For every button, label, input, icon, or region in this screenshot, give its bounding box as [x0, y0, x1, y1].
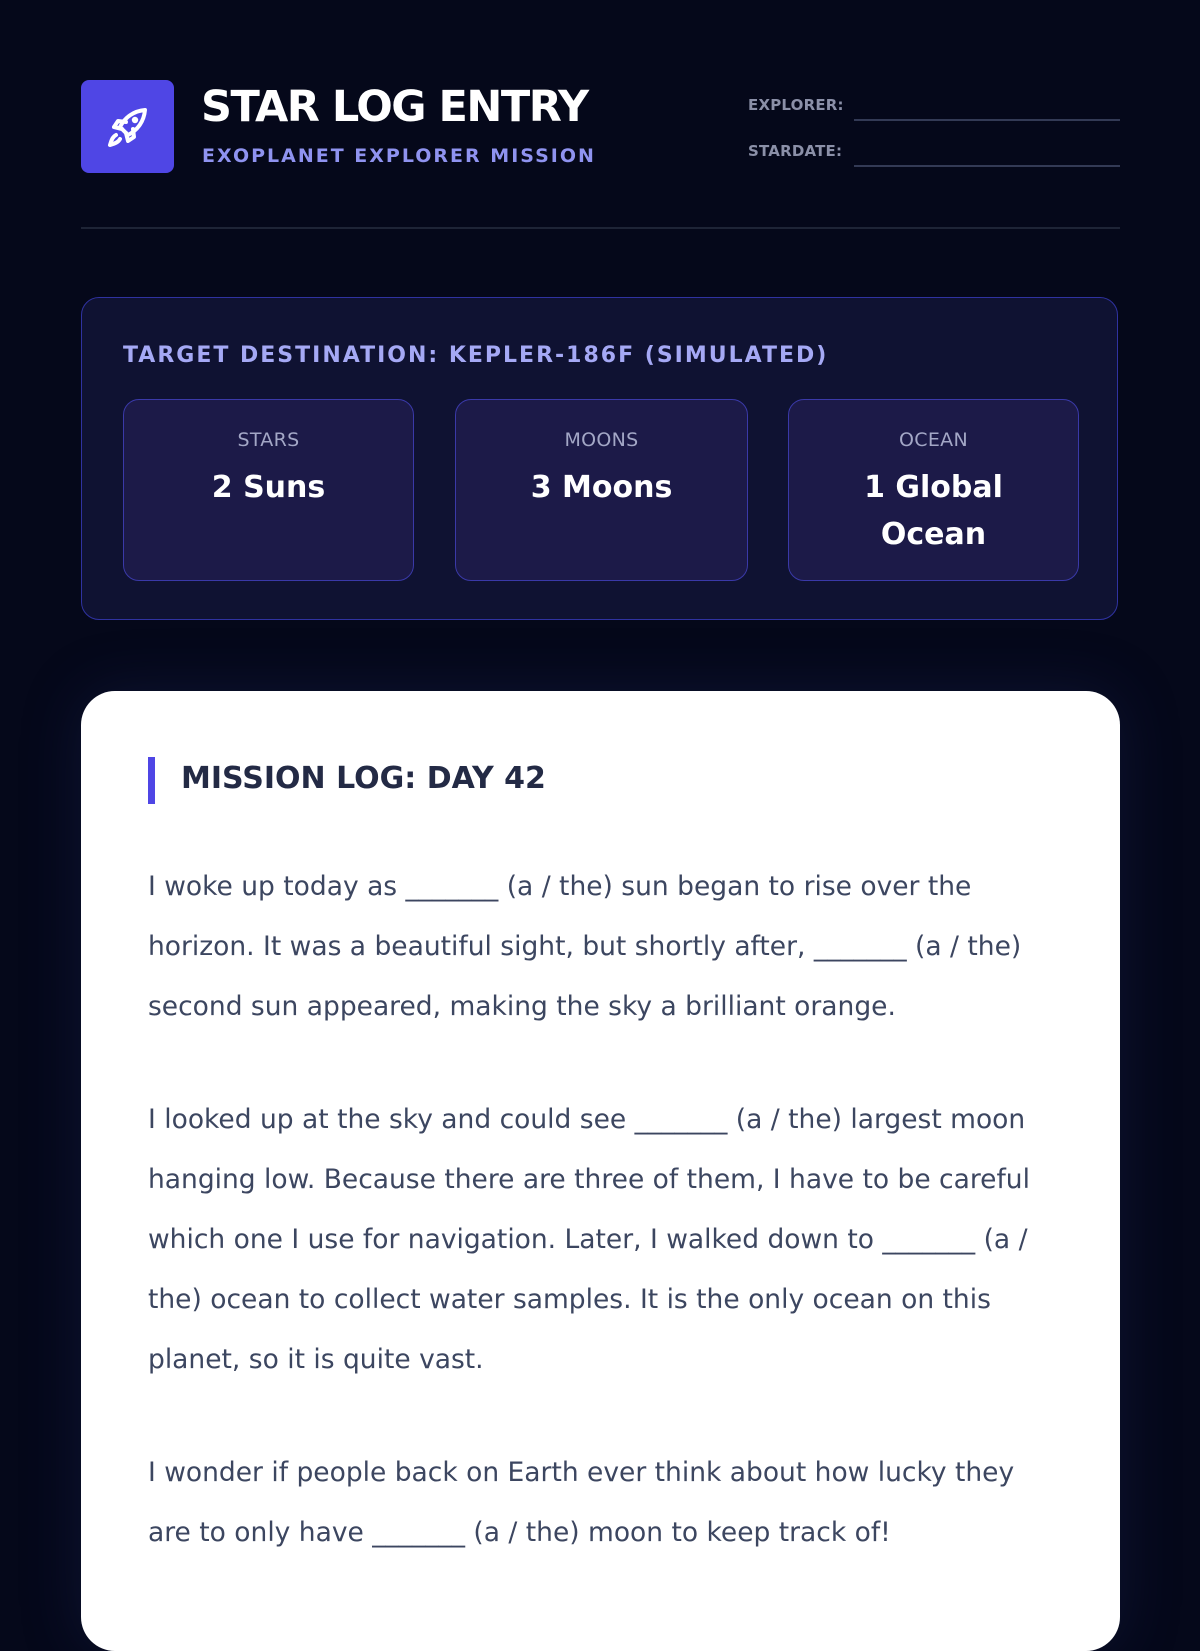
stardate-field: [748, 139, 1120, 169]
page-subtitle: EXOPLANET EXPLORER MISSION: [202, 145, 596, 167]
stat-card-stars: [123, 399, 414, 581]
explorer-field: [748, 93, 1120, 123]
stardate-label: STARDATE:: [748, 142, 843, 160]
destination-panel: [81, 297, 1118, 620]
stat-value: 1 Global Ocean: [864, 470, 1003, 552]
stat-label: STARS: [237, 429, 300, 451]
destination-title: TARGET DESTINATION: KEPLER-186F (SIMULATED): [123, 343, 829, 368]
stat-label: MOONS: [564, 429, 639, 451]
log-accent-bar: [148, 757, 155, 804]
stat-card-moons: [455, 399, 748, 581]
header: [81, 80, 1120, 180]
log-paragraph: I looked up at the sky and could see _______ (a / the) largest moon hanging low. Because there are three of them, I have to be careful which one I use for navigation. Later, I walked down to _______ (a / the) ocean to collect water samples. It is the only ocean on this planet, so it is quite vast.: [148, 1104, 1030, 1375]
stat-card-ocean: [788, 399, 1079, 581]
log-body: [148, 857, 1058, 1616]
log-title: MISSION LOG: DAY 42: [181, 761, 546, 796]
page-title: STAR LOG ENTRY: [201, 82, 588, 132]
logo-badge: [81, 80, 174, 173]
stat-value: 2 Suns: [211, 470, 326, 505]
worksheet-page: [81, 0, 1120, 1600]
header-divider: [81, 227, 1120, 229]
stardate-input-line[interactable]: [854, 165, 1120, 167]
explorer-label: EXPLORER:: [748, 96, 844, 114]
explorer-input-line[interactable]: [854, 119, 1120, 121]
mission-log-card: [81, 691, 1120, 1651]
rocket-icon: [101, 100, 155, 154]
stat-value: 3 Moons: [530, 470, 673, 505]
log-paragraph: I wonder if people back on Earth ever think about how lucky they are to only have _______ (a / the) moon to keep track of!: [148, 1457, 1015, 1548]
log-paragraph: I woke up today as _______ (a / the) sun began to rise over the horizon. It was a beautiful sight, but shortly after, _______ (a / the) second sun appeared, making the sky a brilliant orange.: [148, 871, 1022, 1022]
stat-label: OCEAN: [899, 429, 968, 451]
